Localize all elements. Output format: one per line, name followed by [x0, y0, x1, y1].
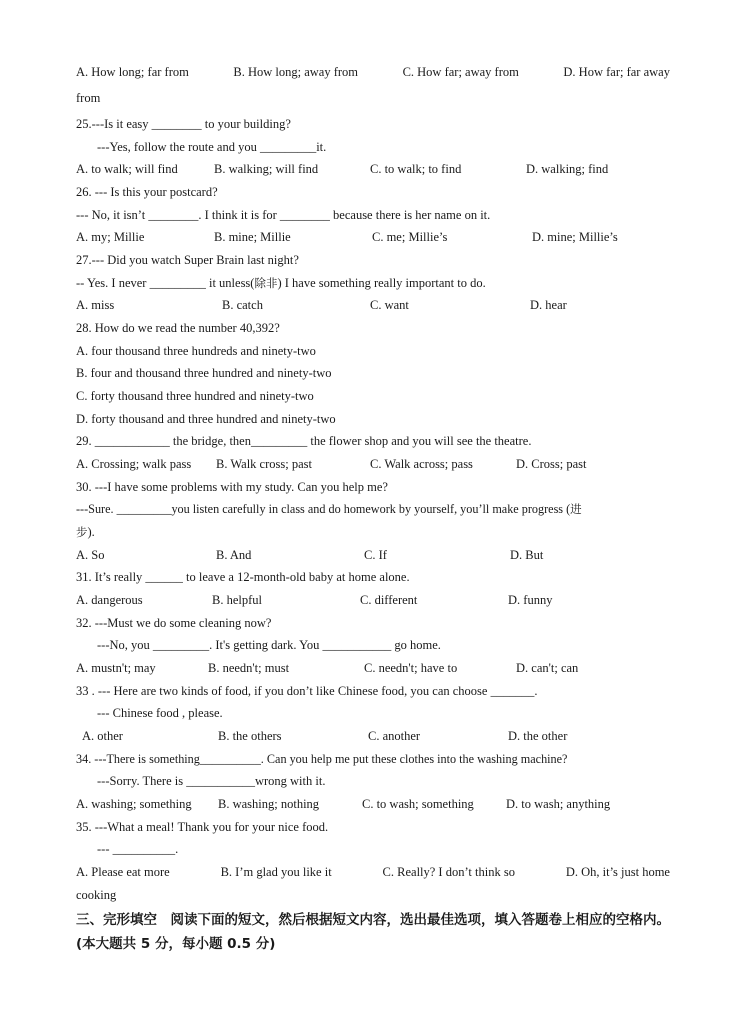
- q28-stem: 28. How do we read the number 40,392?: [76, 321, 280, 335]
- q24-option-d: D. How far; far away: [563, 65, 670, 79]
- q30-stem: 30. ---I have some problems with my study. Can you help me?: [76, 480, 388, 494]
- q30-option-c: C. If: [364, 548, 387, 562]
- q27-option-b: B. catch: [222, 298, 263, 312]
- q34-option-c: C. to wash; something: [362, 797, 474, 811]
- q24-option-b: B. How long; away from: [233, 65, 359, 79]
- q35-option-d-wrap: cooking: [76, 888, 117, 902]
- q35-option-d: D. Oh, it’s just home: [565, 865, 670, 879]
- q25-reply: ---Yes, follow the route and you _________it.: [97, 140, 327, 154]
- q30-reply-text: ---Sure. _________you listen carefully in class and do homework by yourself, you’ll make progress (: [76, 502, 571, 516]
- q24-option-c: C. How far; away from: [402, 65, 519, 79]
- q25-option-a: A. to walk; will find: [76, 162, 178, 176]
- q33-stem: 33 . --- Here are two kinds of food, if you don’t like Chinese food, you can choose _______.: [76, 684, 538, 698]
- q27-reply: [76, 275, 670, 291]
- q33-option-c: C. another: [368, 729, 421, 743]
- q25-option-b: B. walking; will find: [214, 162, 319, 176]
- q25-stem: 25.---Is it easy ________ to your building?: [76, 117, 291, 131]
- q26-reply: --- No, it isn’t ________. I think it is for ________ because there is her name on it.: [76, 208, 491, 222]
- q27-option-d: D. hear: [530, 298, 567, 312]
- q29-option-c: C. Walk across; pass: [370, 457, 473, 471]
- q35-option-b: B. I’m glad you like it: [220, 865, 332, 879]
- q34-option-d: D. to wash; anything: [506, 797, 611, 811]
- q28-option-a: A. four thousand three hundreds and ninety-two: [76, 344, 316, 358]
- q24-option-d-wrap: from: [76, 91, 101, 105]
- q27-reply-part1: -- Yes. I never _________ it unless(: [76, 276, 255, 290]
- q31-option-d: D. funny: [508, 593, 553, 607]
- q30-reply-end: ).: [87, 525, 95, 539]
- q27-option-c: C. want: [370, 298, 409, 312]
- q27-reply-gloss: 除非: [254, 276, 278, 290]
- q34-option-b: B. washing; nothing: [218, 797, 320, 811]
- q30-option-a: A. So: [76, 548, 105, 562]
- q26-stem: 26. --- Is this your postcard?: [76, 185, 218, 199]
- q31-option-a: A. dangerous: [76, 593, 143, 607]
- q29-option-a: A. Crossing; walk pass: [76, 457, 192, 471]
- q26-option-c: C. me; Millie’s: [372, 230, 448, 244]
- q35-stem: 35. ---What a meal! Thank you for your nice food.: [76, 820, 329, 834]
- q30-reply-wrap: [76, 524, 670, 540]
- q35-options-row: [76, 864, 670, 880]
- q24-options-row: [76, 64, 670, 80]
- q33-reply: --- Chinese food , please.: [97, 706, 223, 720]
- q26-option-a: A. my; Millie: [76, 230, 145, 244]
- q28-option-c: C. forty thousand three hundred and ninety-two: [76, 389, 314, 403]
- q31-stem: 31. It’s really ______ to leave a 12-month-old baby at home alone.: [76, 570, 410, 584]
- q26-option-d: D. mine; Millie’s: [532, 230, 618, 244]
- q34-stem: 34. ---There is something__________. Can you help me put these clothes into the washing machine?: [76, 752, 568, 766]
- q26-option-b: B. mine; Millie: [214, 230, 291, 244]
- q34-reply: ---Sorry. There is ___________wrong with it.: [97, 774, 326, 788]
- q35-reply: --- __________.: [97, 842, 179, 856]
- q32-option-b: B. needn't; must: [208, 661, 290, 675]
- q35-option-c: C. Really? I don’t think so: [382, 865, 515, 879]
- q28-option-b: B. four and thousand three hundred and ninety-two: [76, 366, 332, 380]
- q25-option-c: C. to walk; to find: [370, 162, 462, 176]
- q30-reply-gloss-2: 步: [76, 525, 88, 539]
- q33-option-d: D. the other: [508, 729, 568, 743]
- q32-stem: 32. ---Must we do some cleaning now?: [76, 616, 272, 630]
- q31-option-b: B. helpful: [212, 593, 262, 607]
- q30-option-d: D. But: [510, 548, 544, 562]
- q30-option-b: B. And: [216, 548, 252, 562]
- q27-option-a: A. miss: [76, 298, 115, 312]
- q33-option-a: A. other: [82, 729, 123, 743]
- q30-reply: [76, 501, 670, 517]
- q34-option-a: A. washing; something: [76, 797, 192, 811]
- q25-option-d: D. walking; find: [526, 162, 609, 176]
- q28-option-d: D. forty thousand and three hundred and ninety-two: [76, 412, 336, 426]
- q24-option-a: A. How long; far from: [76, 65, 189, 79]
- section-heading-cloze: 三、完形填空 阅读下面的短文，然后根据短文内容，选出最佳选项，填入答题卷上相应的空格内。(本大题共 5 分，每小题 0.5 分): [76, 912, 670, 952]
- q32-option-d: D. can't; can: [516, 661, 579, 675]
- q33-option-b: B. the others: [218, 729, 282, 743]
- q29-stem: 29. ____________ the bridge, then_________ the flower shop and you will see the theatre.: [76, 434, 532, 448]
- q35-option-a: A. Please eat more: [76, 865, 170, 879]
- q29-option-b: B. Walk cross; past: [216, 457, 312, 471]
- q27-stem: 27.--- Did you watch Super Brain last night?: [76, 253, 299, 267]
- q27-reply-part2: ) I have something really important to do.: [277, 276, 486, 290]
- q30-reply-gloss-1: 进: [570, 502, 582, 516]
- q31-option-c: C. different: [360, 593, 418, 607]
- q32-reply: ---No, you _________. It's getting dark. You ___________ go home.: [97, 638, 441, 652]
- q32-option-c: C. needn't; have to: [364, 661, 458, 675]
- q32-option-a: A. mustn't; may: [76, 661, 156, 675]
- q29-option-d: D. Cross; past: [516, 457, 587, 471]
